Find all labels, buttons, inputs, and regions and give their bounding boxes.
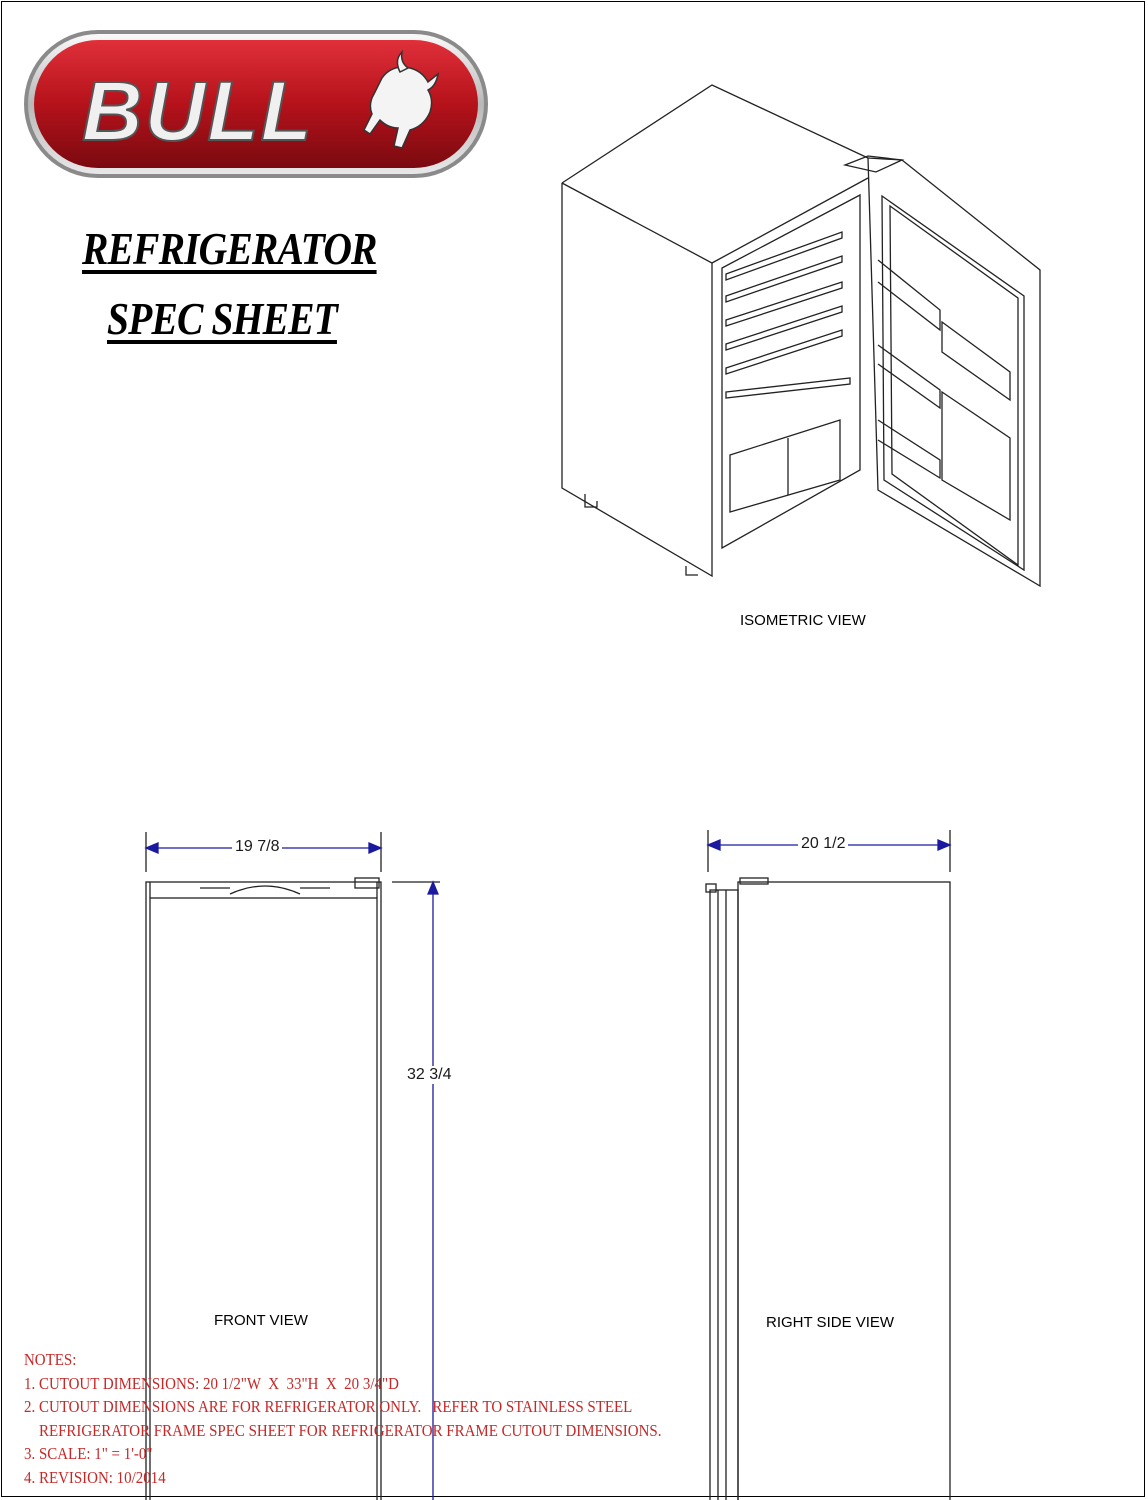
front-width-dimension: 19 7/8: [232, 838, 282, 856]
note-item: REFRIGERATOR FRAME SPEC SHEET FOR REFRIGERATOR FRAME CUTOUT DIMENSIONS.: [24, 1420, 662, 1440]
note-item: 2. CUTOUT DIMENSIONS ARE FOR REFRIGERATOR ONLY. REFER TO STAINLESS STEEL: [24, 1397, 633, 1416]
page-title-line1: REFRIGERATOR: [82, 223, 377, 274]
note-item: 3. SCALE: 1" = 1'-0": [24, 1444, 153, 1463]
note-item: 4. REVISION: 10/2014: [24, 1467, 166, 1487]
bull-logo: [22, 28, 490, 180]
page-title-line2: SPEC SHEET: [107, 293, 337, 344]
note-item: 1. CUTOUT DIMENSIONS: 20 1/2"W X 33"H X 20 3/4"D: [24, 1373, 399, 1393]
side-depth-dimension: 20 1/2: [798, 835, 848, 853]
logo-text: BULL: [82, 64, 314, 158]
notes-heading: NOTES:: [24, 1350, 77, 1369]
isometric-view-caption: ISOMETRIC VIEW: [740, 612, 866, 629]
height-dimension: 32 3/4: [404, 1066, 454, 1084]
notes-block: [24, 1348, 661, 1489]
front-view-caption: FRONT VIEW: [214, 1312, 308, 1329]
side-view-caption: RIGHT SIDE VIEW: [766, 1314, 895, 1331]
